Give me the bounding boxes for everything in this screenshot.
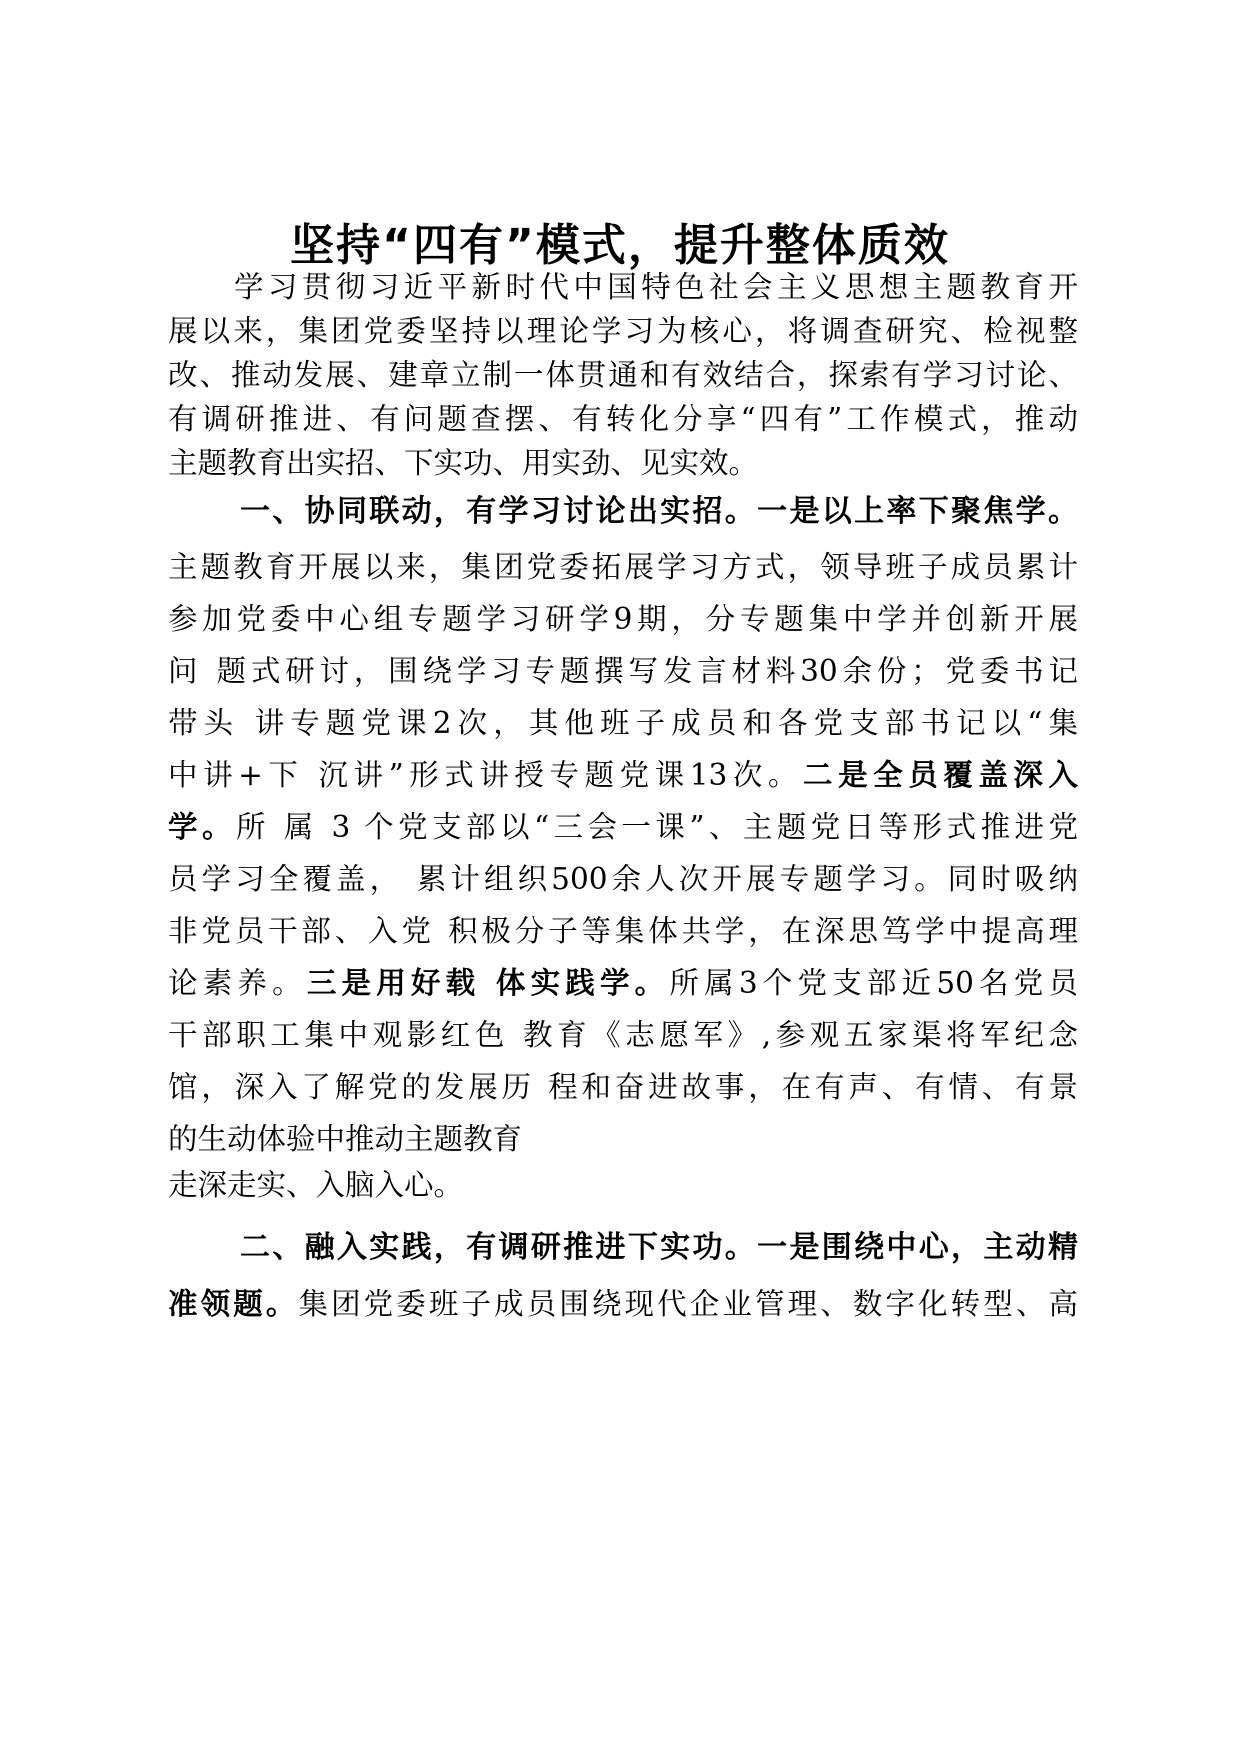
paragraph-text: 中讲+下 沉讲”形式讲授专题党课13次。 bbox=[168, 758, 804, 792]
paragraph-line bbox=[168, 1284, 1078, 1324]
paragraph-line bbox=[168, 755, 1078, 795]
intro-line: 主题教育出实招、下实功、用实劲、见实效。 bbox=[168, 446, 759, 480]
section2-point1-title: 一是围绕中心，主动精 bbox=[757, 1230, 1079, 1265]
section1-point3-title: 三是用好载 体实践学。 bbox=[306, 966, 670, 1000]
paragraph-text: 集团党委班子成员围绕现代企业管理、数字化转型、高 bbox=[298, 1287, 1078, 1321]
paragraph-line bbox=[168, 807, 1078, 847]
paragraph-line: 带头 讲专题党课2次，其他班子成员和各党支部书记以“集 bbox=[168, 706, 1078, 740]
intro-line: 有调研推进、有问题查摆、有转化分享“四有”工作模式，推动 bbox=[168, 402, 1078, 436]
document-title: 坚持“四有”模式，提升整体质效 bbox=[290, 220, 950, 271]
section1-heading-line bbox=[240, 492, 1078, 532]
section2-heading-line bbox=[240, 1228, 1078, 1268]
paragraph-line: 干部职工集中观影红色 教育《志愿军》,参观五家渠将军纪念 bbox=[168, 1018, 1078, 1052]
section1-point2-title-end: 学。 bbox=[168, 810, 236, 844]
intro-line: 展以来，集团党委坚持以理论学习为核心，将调查研究、检视整 bbox=[168, 314, 1078, 348]
paragraph-line: 员学习全覆盖， 累计组织500余人次开展专题学习。同时吸纳 bbox=[168, 862, 1078, 896]
paragraph-line: 参加党委中心组专题学习研学9期，分专题集中学并创新开展 bbox=[168, 602, 1078, 636]
paragraph-line: 主题教育开展以来，集团党委拓展学习方式，领导班子成员累计 bbox=[168, 550, 1078, 584]
paragraph-line bbox=[168, 963, 1078, 1003]
paragraph-text: 论素养。 bbox=[168, 966, 307, 1000]
section2-point1-title-end: 准领题。 bbox=[168, 1287, 299, 1321]
section1-heading: 一、协同联动，有学习讨论出实招。 bbox=[240, 494, 758, 529]
paragraph-line: 馆，深入了解党的发展历 程和奋进故事，在有声、有情、有景 bbox=[168, 1070, 1078, 1104]
section1-point2-title: 二是全员覆盖深入 bbox=[803, 758, 1078, 792]
paragraph-line: 的生动体验中推动主题教育 bbox=[168, 1122, 523, 1156]
paragraph-line: 走深走实、入脑入心。 bbox=[168, 1168, 464, 1202]
intro-line: 学习贯彻习近平新时代中国特色社会主义思想主题教育开 bbox=[234, 270, 1078, 304]
paragraph-text: 所属3个党支部近50名党员 bbox=[669, 966, 1078, 1000]
paragraph-line: 问 题式研讨，围绕学习专题撰写发言材料30余份；党委书记 bbox=[168, 654, 1078, 688]
paragraph-line: 非党员干部、入党 积极分子等集体共学，在深思笃学中提高理 bbox=[168, 914, 1078, 948]
paragraph-text: 所 属 3 个党支部以“三会一课”、主题党日等形式推进党 bbox=[235, 810, 1078, 844]
intro-line: 改、推动发展、建章立制一体贯通和有效结合，探索有学习讨论、 bbox=[168, 358, 1078, 392]
section1-point1-title: 一是以上率下聚焦学。 bbox=[757, 494, 1079, 529]
section2-heading: 二、融入实践，有调研推进下实功。 bbox=[240, 1230, 758, 1265]
